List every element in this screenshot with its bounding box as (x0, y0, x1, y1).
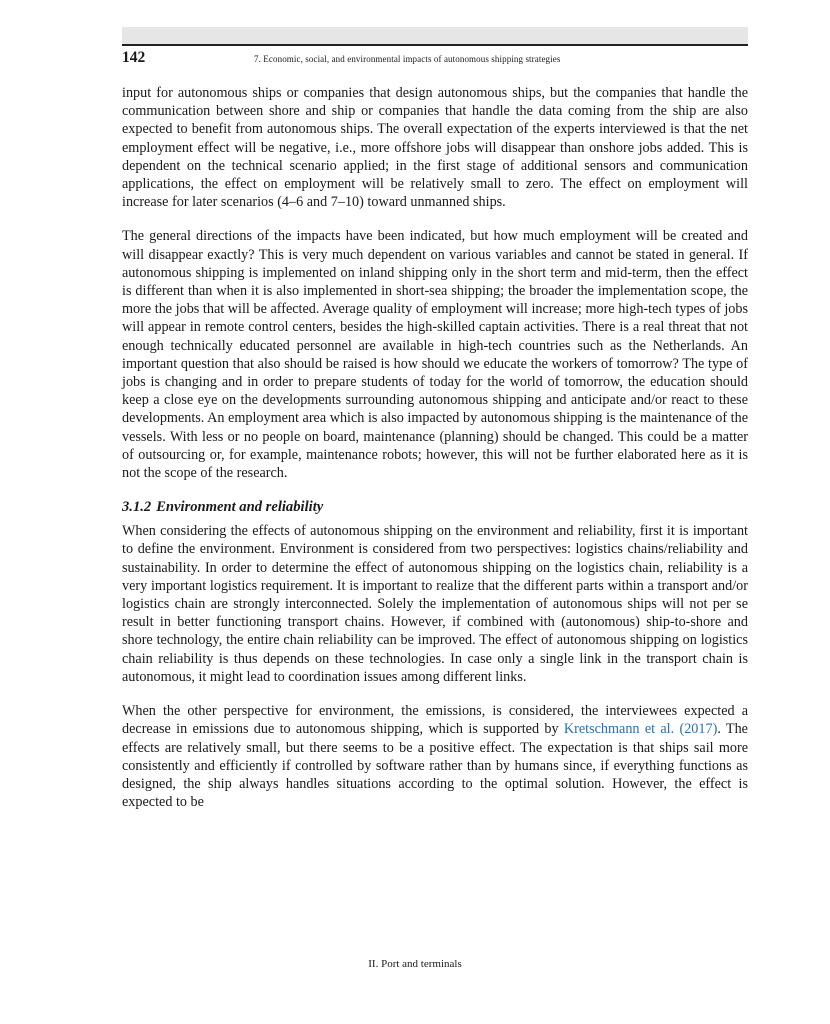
section-heading (122, 498, 748, 516)
paragraph-2: The general directions of the impacts have been indicated, but how much employment will be created and will disappear exactly? This is very much dependent on various variables and cannot be stated in general. If autonomous shipping is implemented on inland shipping only in the short term and mid-term, then the effect is different than when it is also implemented in short-sea shipping; the broader the implementation scope, the more the jobs that will be affected. Average quality of employment will increase; more high-tech types of jobs will appear in remote control centers, besides the high-skilled captain activities. There is a real threat that not enough technically educated personnel are available in high-tech countries such as the Netherlands. An important question that also should be raised is how should we educate the workers of tomorrow? The type of jobs is changing and in order to prepare students of today for the world of tomorrow, the education should keep a close eye on the developments surrounding autonomous shipping and anticipate and/or react to these developments. An employment area which is also impacted by autonomous shipping is the maintenance of the vessels. With less or no people on board, maintenance (planning) should be changed. This could be a matter of outsourcing or, for example, maintenance robots; however, this will not be further elaborated here as it is not the scope of the research. (122, 228, 748, 482)
paragraph-4-text-end: . The effects are relatively small, but there seems to be a positive effect. The expectation is that ships sail more consistently and efficiently if controlled by software rather than by humans since, if everything functions as designed, the ship always handles situations according to the optimal solution. However, the effect is expected to be (122, 721, 748, 811)
section-number: 3.1.2 (122, 499, 152, 516)
header-rule (122, 44, 748, 46)
paragraph-gap (122, 686, 748, 702)
footer-part-title: II. Port and terminals (368, 958, 462, 970)
page-number: 142 (122, 49, 146, 66)
paragraph-gap (122, 211, 748, 227)
running-head: 7. Economic, social, and environmental impacts of autonomous shipping strategies (254, 54, 561, 64)
paragraph-1: input for autonomous ships or companies that design autonomous ships, but the companies that handle the communication between shore and ship or companies that handle the data coming from the ship are also expected to benefit from autonomous ships. The overall expectation of the experts interviewed is that the net employment effect will be negative, i.e., more offshore jobs will disappear than onshore jobs added. This is dependent on the technical scenario applied; in the first stage of additional sensors and communication applications, the effect on employment will be relatively small to zero. The effect on employment will increase for later scenarios (4–6 and 7–10) toward unmanned ships. (122, 85, 748, 211)
header-band (122, 27, 748, 44)
paragraph-gap (122, 482, 748, 498)
paragraph-4-text-start: When the other perspective for environment, the emissions, is considered, the interviewees expected a decrease in emissions due to autonomous shipping, which is supported by (122, 703, 748, 738)
body-text (122, 84, 748, 811)
paragraph-4 (122, 702, 748, 811)
paragraph-3: When considering the effects of autonomous shipping on the environment and reliability, first it is important to define the environment. Environment is considered from two perspectives: logistics chains/reliability and sustainability. In order to determine the effect of autonomous shipping on the logistics chain, reliability is a very important logistics requirement. It is important to realize that the different parts within a transport and/or logistics chain are strongly interconnected. Solely the implementation of autonomous ships will not per se result in better functioning transport chains. However, if combined with (autonomous) ship-to-shore and shore technology, the entire chain reliability can be improved. The effect of autonomous shipping on logistics chain reliability is thus depends on these technologies. In case only a single link in the transport chain is autonomous, it might lead to coordination issues among different links. (122, 523, 748, 685)
citation-link[interactable]: Kretschmann et al. (2017) (563, 721, 718, 738)
section-title: Environment and reliability (156, 499, 324, 516)
